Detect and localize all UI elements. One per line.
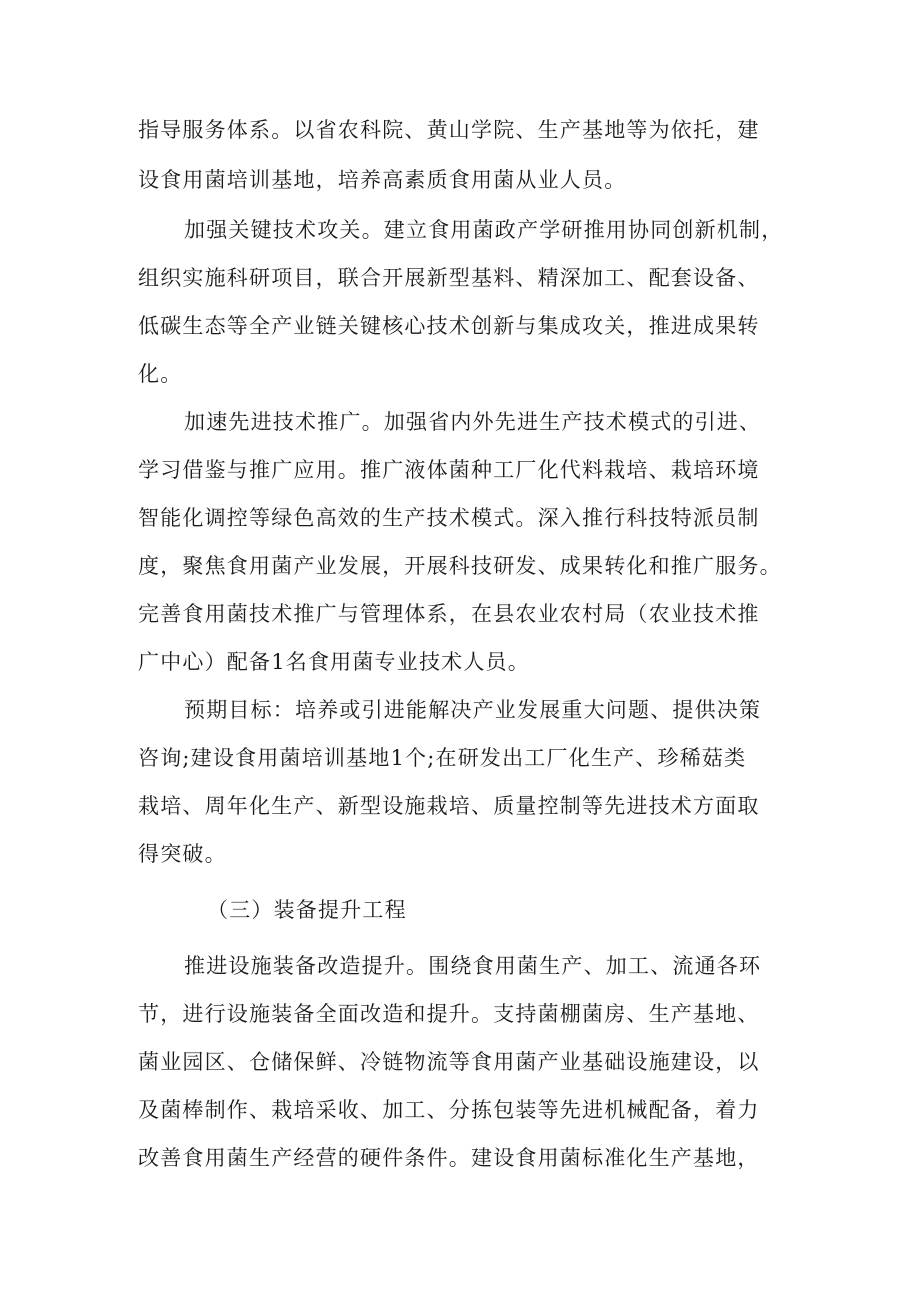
paragraph-expected-goals-start: 预期目标：培养或引进能解决产业发展重大问题、提供决策 bbox=[184, 698, 762, 722]
text-line-19: 节，进行设施装备全面改造和提升。支持菌棚菌房、生产基地、 bbox=[138, 1002, 760, 1026]
text-line-10: 度，聚焦食用菌产业发展，开展科技研发、成果转化和推广服务。 bbox=[138, 554, 782, 578]
text-line-12: 广中心）配备1名食用菌专业技术人员。 bbox=[138, 650, 530, 674]
text-line-16: 得突破。 bbox=[138, 842, 227, 866]
text-line-15: 栽培、周年化生产、新型设施栽培、质量控制等先进技术方面取 bbox=[138, 794, 760, 818]
text-line-20: 菌业园区、仓储保鲜、冷链物流等食用菌产业基础设施建设，以 bbox=[138, 1050, 760, 1074]
text-line-21: 及菌棒制作、栽培采收、加工、分拣包装等先进机械配备，着力 bbox=[138, 1098, 760, 1122]
text-line-9: 智能化调控等绿色高效的生产技术模式。深入推行科技特派员制 bbox=[138, 506, 760, 530]
paragraph-tech-promotion-start: 加速先进技术推广。加强省内外先进生产技术模式的引进、 bbox=[184, 410, 762, 434]
text-line-22: 改善食用菌生产经营的硬件条件。建设食用菌标准化生产基地， bbox=[138, 1146, 760, 1170]
paragraph-equipment-start: 推进设施装备改造提升。围绕食用菌生产、加工、流通各环 bbox=[184, 954, 762, 978]
section-heading: （三）装备提升工程 bbox=[207, 898, 407, 922]
text-line-6: 化。 bbox=[138, 362, 183, 386]
text-line-1: 指导服务体系。以省农科院、黄山学院、生产基地等为依托，建 bbox=[138, 118, 760, 142]
text-line-11: 完善食用菌技术推广与管理体系，在县农业农村局（农业技术推 bbox=[138, 602, 760, 626]
text-line-2: 设食用菌培训基地，培养高素质食用菌从业人员。 bbox=[138, 168, 627, 192]
text-line-8: 学习借鉴与推广应用。推广液体菌种工厂化代料栽培、栽培环境 bbox=[138, 458, 760, 482]
text-line-14: 咨询;建设食用菌培训基地1个;在研发出工厂化生产、珍稀菇类 bbox=[138, 746, 747, 770]
paragraph-key-tech-start: 加强关键技术攻关。建立食用菌政产学研推用协同创新机制， bbox=[184, 218, 784, 242]
text-line-4: 组织实施科研项目，联合开展新型基料、精深加工、配套设备、 bbox=[138, 266, 760, 290]
text-line-5: 低碳生态等全产业链关键核心技术创新与集成攻关，推进成果转 bbox=[138, 314, 760, 338]
